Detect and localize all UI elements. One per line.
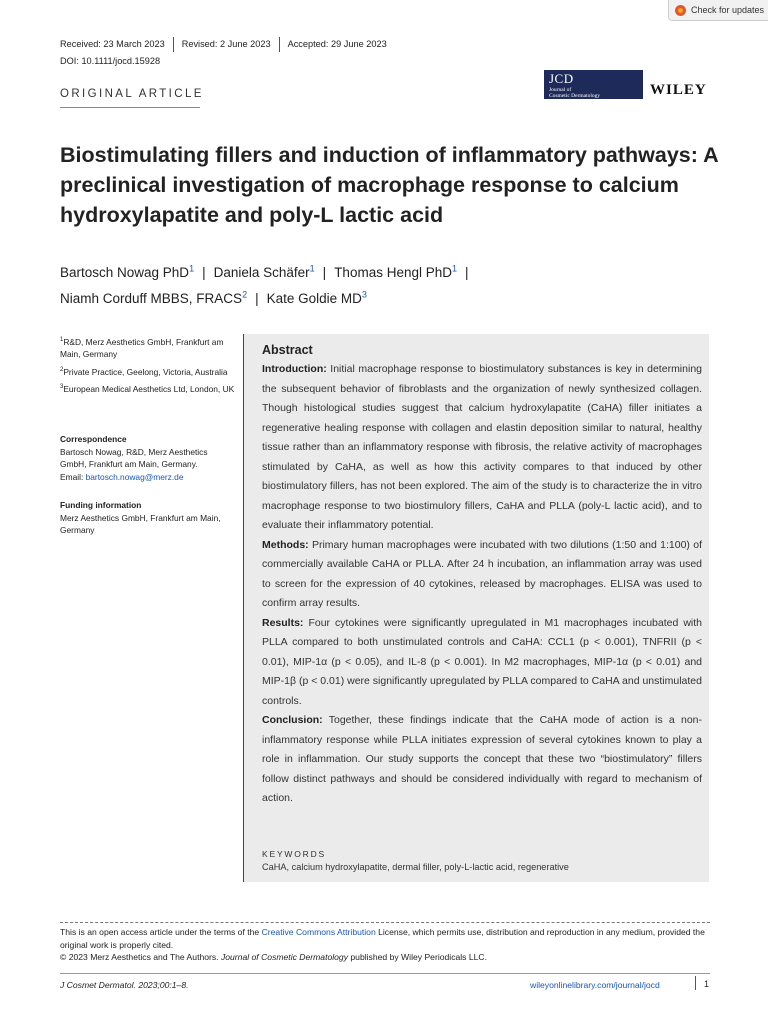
abstract-heading: Abstract	[262, 343, 313, 357]
author-list: Bartosch Nowag PhD$^1$ | Daniela Schäfer$^1$ | Thomas Hengl PhD$^1$ | Niamh Corduff MBBS, FRACS$^2$ | Kate Goldie $MD^3$	[60, 263, 469, 306]
affiliation: $^3$European Medical Aesthetics Ltd, London, UK	[60, 383, 235, 394]
abstract-introduction: Introduction: Initial macrophage response to biostimulatory substances is key in determining the subsequent behavior of fibroblasts and the organization of newly synthesized collagen. Though histological studies suggest that calcium hydroxylapatite (CaHA) filler initiates a regenerative healing response with collagen and elastin deposition similar to natural, healthy tissue rather than an inflammatory response with fibrosis, the relative activity of macrophages stimulated by CaHA, as well as how this activity compares to that induced by other biostimulatory fillers, has not been explored. The aim of the study is to characterize the in vitro macrophage response to two biostimulory fillers, CaHA and PLLA (poly-L lactic acid), and to evaluate their inflammatory potential.	[262, 363, 702, 531]
author[interactable]: Niamh Corduff MBBS, FRACS$^2$	[60, 289, 248, 306]
footer-divider	[60, 922, 710, 923]
affiliation: $^1$R&D, Merz Aesthetics GmbH, Frankfurt am Main, Germany	[60, 336, 224, 360]
author[interactable]: Bartosch Nowag PhD$^1$	[60, 263, 195, 280]
page-separator	[695, 976, 696, 990]
keywords-heading: KEYWORDS	[262, 849, 326, 859]
journal-url-link[interactable]: wileyonlinelibrary.com/journal/jocd	[530, 980, 660, 990]
footer-rule	[60, 973, 710, 974]
funding-text: Merz Aesthetics GmbH, Frankfurt am Main, Germany	[60, 512, 221, 535]
journal-logo[interactable]	[544, 70, 643, 99]
correspondence-heading: Correspondence	[60, 434, 127, 444]
author[interactable]: Daniela Schäfer$^1$	[213, 263, 315, 280]
revised-date: Revised: 2 June 2023	[174, 37, 280, 52]
creative-commons-link[interactable]: Creative Commons Attribution	[261, 927, 376, 937]
page-number: 1	[704, 979, 710, 989]
doi: DOI: 10.1111/jocd.15928	[60, 56, 161, 66]
abstract-methods: Methods: Primary human macrophages were incubated with two dilutions (1:50 and 1:100) of commercially available CaHA or PLLA. After 24 h incubation, an inflammation array was used to screen for the expression of 40 cytokines, released by macrophages. ELISA was used to confirm array results.	[262, 538, 702, 609]
correspondence: Correspondence Bartosch Nowag, R&D, Merz Aesthetics GmbH, Frankfurt am Main, Germany. Email: bartosch.nowag@merz.de	[60, 434, 208, 482]
publisher-logo[interactable]: WILEY	[650, 82, 707, 98]
correspondence-text: Bartosch Nowag, R&D, Merz Aesthetics GmbH, Frankfurt am Main, Germany.	[60, 446, 208, 469]
affiliations	[60, 334, 236, 395]
journal-logo-abbr: JCD	[549, 71, 574, 86]
email-link[interactable]: bartosch.nowag@merz.de	[85, 471, 184, 482]
author[interactable]: Thomas Hengl PhD$^1$	[334, 263, 458, 280]
abstract-results: Results: Four cytokines were significantly upregulated in M1 macrophages incubated with PLLA compared to both unstimulated controls and CaHA: CCL1 (p < 0.001), TNFRII (p < 0.01), MIP-1α (p < 0.05), and IL-8 (p < 0.001). In M2 macrophages, MIP-1α (p < 0.01) and MIP-1β (p < 0.01) were significantly upregulated by PLLA compared to CaHA and unstimulated controls.	[262, 616, 702, 707]
funding-heading: Funding information	[60, 500, 142, 510]
article-history	[60, 37, 395, 52]
article-type-rule	[60, 107, 200, 108]
check-for-updates-label: Check for updates	[691, 5, 765, 15]
copyright: © 2023 Merz Aesthetics and The Authors. Journal of Cosmetic Dermatology published by Wiley Periodicals LLC.	[60, 952, 488, 962]
funding-info	[60, 499, 236, 537]
journal-logo-name: Journal of Cosmetic Dermatology	[549, 87, 601, 99]
received-date: Received: 23 March 2023	[60, 37, 174, 52]
license-notice: This is an open access article under the terms of the Creative Commons Attribution License, which permits use, distribution and reproduction in any medium, provided the original work is properly cited.	[60, 927, 705, 950]
affiliation: $^2$Private Practice, Geelong, Victoria, Australia	[60, 366, 228, 377]
abstract-conclusion: Conclusion: Together, these findings indicate that the CaHA mode of action is a non-inflammatory response while PLLA initiates expression of several cytokines known to play a role in inflammation. Our study supports the concept that these two “biostimulatory” fillers follow distinct pathways and should be considered individually with regard to mechanism of action.	[262, 714, 702, 804]
author[interactable]: Kate Goldie $MD^3$	[266, 289, 367, 306]
check-for-updates-button[interactable]	[668, 0, 768, 21]
accepted-date: Accepted: 29 June 2023	[287, 39, 387, 49]
keywords: CaHA, calcium hydroxylapatite, dermal filler, poly-L-lactic acid, regenerative	[262, 862, 569, 872]
abstract-body	[262, 360, 702, 809]
citation: J Cosmet Dermatol. 2023;00:1–8.	[60, 980, 189, 990]
abstract-box	[243, 334, 709, 882]
article-title: Biostimulating fillers and induction of inflammatory pathways: A preclinical investigation of macrophage response to calcium hydroxylapatite and poly-L lactic acid	[60, 143, 718, 227]
update-icon	[675, 5, 686, 16]
article-type: ORIGINAL ARTICLE	[60, 88, 204, 100]
